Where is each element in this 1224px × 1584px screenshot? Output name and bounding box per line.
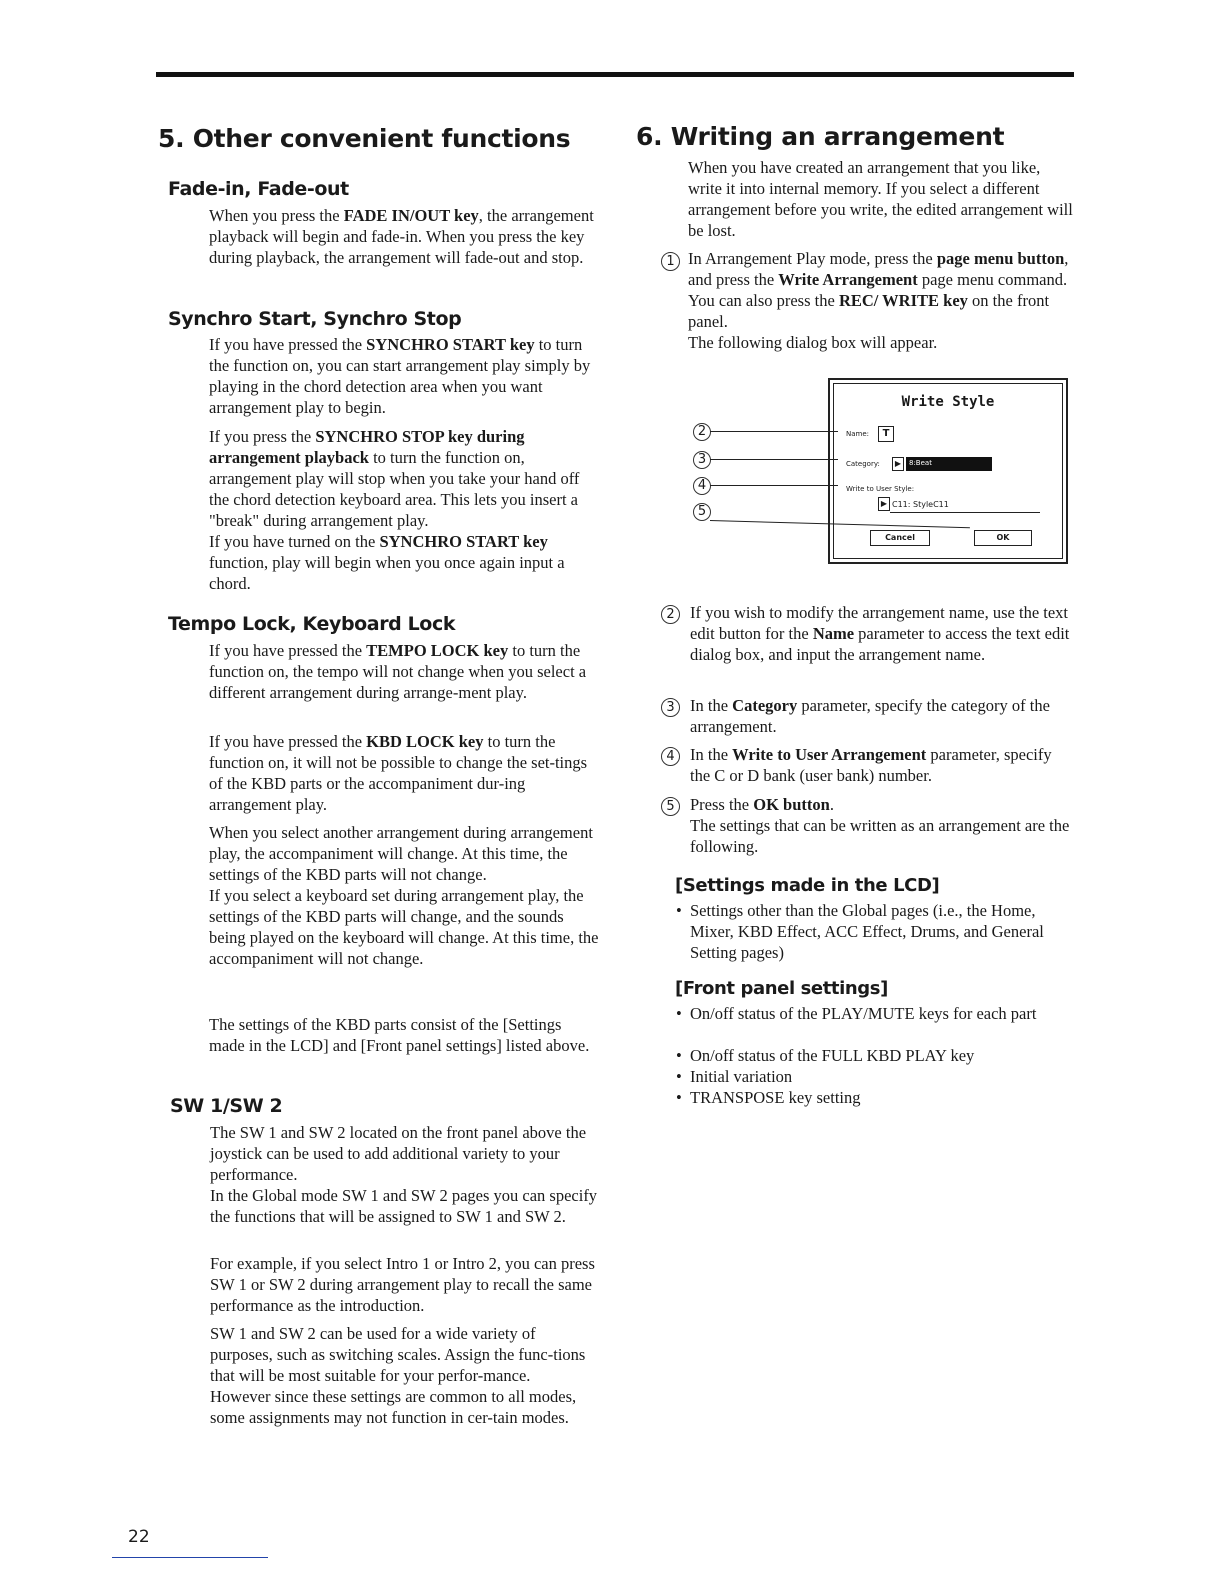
write-to-arrow-icon[interactable]: ▶: [878, 497, 890, 511]
synchro-paragraph-1: If you have pressed the SYNCHRO START key to turn the function on, you can start arrangement play simply by playing in the chord detection area when you want arrangement play to begin.: [209, 335, 591, 417]
callout-2: 2: [693, 423, 711, 441]
subheading-front-panel: [Front panel settings]: [675, 978, 888, 999]
writing-intro: When you have created an arrangement that you like, write it into internal memory. If you select a different arrangement before you write, the edited arrangement will be lost.: [688, 158, 1073, 240]
subheading-synchro: Synchro Start, Synchro Stop: [168, 308, 462, 330]
fade-paragraph: When you press the FADE IN/OUT key, the arrangement playback will begin and fade-in. When you press the key during playback, the arrangement will fade-out and stop.: [209, 206, 594, 267]
callout-4: 4: [693, 477, 711, 495]
lcd-item: • Settings other than the Global pages (i.e., the Home, Mixer, KBD Effect, ACC Effect, Drums, and General Setting pages): [690, 900, 1073, 963]
ok-button[interactable]: OK: [974, 530, 1032, 546]
section-heading-writing: 6. Writing an arrangement: [636, 122, 1005, 151]
tempo-paragraph-3: When you select another arrangement during arrangement play, the accompaniment will change. At this time, the settings of the KBD parts will not change. If you select a keyboard set during arrangement play, the settings of the KBD parts will change, and the sounds being played on the keyboard will change. At this time, the accompaniment will not change.: [209, 823, 599, 968]
step-5-marker: 5: [661, 797, 680, 816]
step-1-text: In Arrangement Play mode, press the page menu button, and press the Write Arrangement page menu command. You can also press the REC/ WRITE key on the front panel. The following dialog box will appear.: [688, 249, 1069, 352]
section-heading-other-functions: 5. Other convenient functions: [158, 124, 571, 153]
subheading-lcd-settings: [Settings made in the LCD]: [675, 875, 940, 896]
top-rule: [156, 72, 1074, 77]
write-to-underline: [890, 512, 1040, 513]
category-label: Category:: [846, 460, 880, 468]
front-item: • Initial variation: [690, 1066, 1073, 1087]
text-edit-button[interactable]: T: [878, 426, 894, 442]
step-3-marker: 3: [661, 698, 680, 717]
tempo-paragraph-2: If you have pressed the KBD LOCK key to turn the function on, it will not be possible to change the set-tings of the KBD parts or the accompaniment dur-ing arrangement play.: [209, 732, 588, 814]
subheading-tempo: Tempo Lock, Keyboard Lock: [168, 613, 456, 635]
footer-rule: [112, 1557, 268, 1558]
callout-line-2: [710, 431, 838, 432]
step-5-text: Press the OK button. The settings that can be written as an arrangement are the following.: [690, 795, 1070, 856]
step-1-marker: 1: [661, 252, 680, 271]
write-to-label: Write to User Style:: [846, 485, 915, 493]
front-item: • TRANSPOSE key setting: [690, 1087, 1073, 1108]
sw-paragraph-2: For example, if you select Intro 1 or Intro 2, you can press SW 1 or SW 2 during arrangement play to recall the same performance as the introduction.: [210, 1254, 595, 1315]
callout-line-3: [710, 459, 838, 460]
category-select[interactable]: 8:Beat: [906, 457, 992, 471]
tempo-paragraph-1: If you have pressed the TEMPO LOCK key to turn the function on, the tempo will not change when you select a different arrangement during arrange-ment play.: [209, 641, 587, 702]
cancel-button[interactable]: Cancel: [870, 530, 930, 546]
synchro-paragraph-2: If you press the SYNCHRO STOP key during arrangement playback to turn the function on, arrangement play will stop when you take your hand off the chord detection keyboard area. This lets you insert a "break" during arrangement play. If you have turned on the SYNCHRO START key function, play will begin when you once again input a chord.: [209, 427, 580, 593]
sw-paragraph-1: The SW 1 and SW 2 located on the front panel above the joystick can be used to add additional variety to your performance. In the Global mode SW 1 and SW 2 pages you can specify the functions that will be assigned to SW 1 and SW 2.: [210, 1123, 598, 1226]
write-style-dialog: [828, 378, 1068, 564]
callout-5: 5: [693, 503, 711, 521]
write-to-value[interactable]: C11: StyleC11: [892, 500, 949, 509]
name-label: Name:: [846, 430, 870, 438]
page-number: 22: [128, 1527, 150, 1547]
step-3-text: In the Category parameter, specify the category of the arrangement.: [690, 696, 1050, 736]
step-4-text: In the Write to User Arrangement parameter, specify the C or D bank (user bank) number.: [690, 745, 1052, 785]
callout-line-4: [710, 485, 838, 486]
front-item: • On/off status of the FULL KBD PLAY key: [690, 1045, 1073, 1066]
tempo-paragraph-4: The settings of the KBD parts consist of the [Settings made in the LCD] and [Front panel settings] listed above.: [209, 1015, 590, 1055]
sw-paragraph-3: SW 1 and SW 2 can be used for a wide variety of purposes, such as switching scales. Assign the func-tions that will be most suitable for your perfor-mance. However since these settings are common to all modes, some assignments may not function in cer-tain modes.: [210, 1324, 586, 1427]
dialog-frame: [833, 383, 1063, 559]
category-arrow-icon[interactable]: ▶: [892, 457, 904, 471]
subheading-fade: Fade-in, Fade-out: [168, 178, 349, 200]
front-item: • On/off status of the PLAY/MUTE keys for each part: [690, 1003, 1060, 1024]
step-2-text: If you wish to modify the arrangement name, use the text edit button for the Name parameter to access the text edit dialog box, and input the arrangement name.: [690, 603, 1070, 664]
step-4-marker: 4: [661, 747, 680, 766]
subheading-sw: SW 1/SW 2: [170, 1095, 283, 1117]
callout-3: 3: [693, 451, 711, 469]
step-2-marker: 2: [661, 605, 680, 624]
dialog-title: Write Style: [901, 394, 995, 410]
